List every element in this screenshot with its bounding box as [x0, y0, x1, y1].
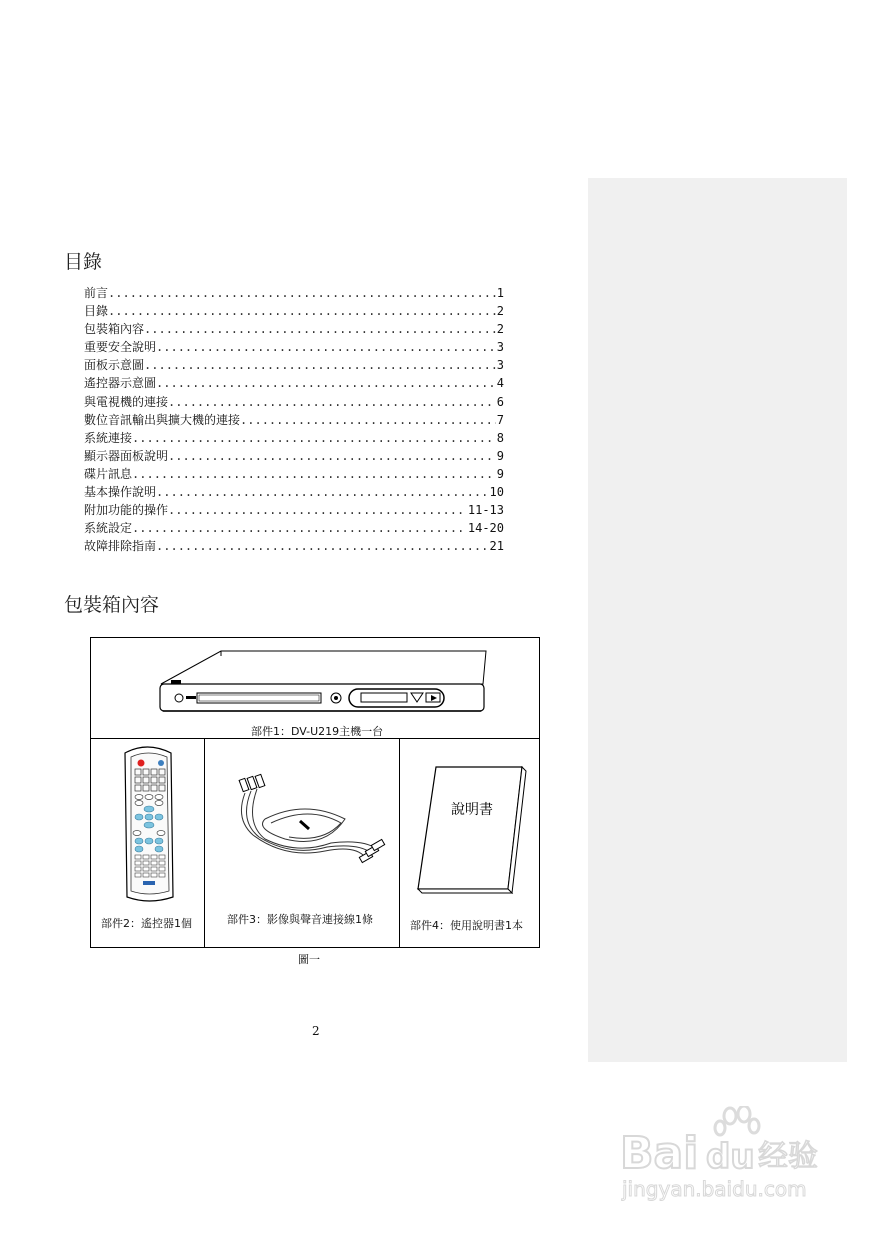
- toc-entry-page: 2: [496, 304, 504, 319]
- toc-entry-title: 面板示意圖: [84, 358, 145, 373]
- av-cable-cell: [205, 739, 400, 947]
- table-of-contents: [84, 284, 504, 555]
- toc-dot-leader: [168, 501, 467, 519]
- sidebar-panel: [588, 178, 847, 1062]
- baidu-watermark-logo: [618, 1106, 828, 1202]
- toc-entry: [84, 483, 504, 501]
- toc-entry: [84, 356, 504, 374]
- toc-entry-page: 14-20: [467, 521, 504, 536]
- toc-entry: [84, 501, 504, 519]
- toc-dot-leader: [240, 411, 496, 429]
- svg-text:du: du: [706, 1137, 755, 1177]
- toc-entry: [84, 374, 504, 392]
- toc-heading: 目錄: [64, 251, 103, 273]
- toc-entry-page: 3: [496, 340, 504, 355]
- toc-entry-page: 1: [496, 286, 504, 300]
- book-cover-text: 說明書: [451, 802, 493, 818]
- remote-control-cell: [91, 739, 205, 947]
- toc-entry: [84, 393, 504, 411]
- toc-entry: [84, 320, 504, 338]
- toc-entry-page: 6: [496, 394, 504, 409]
- toc-entry-page: 11-13: [467, 503, 504, 518]
- toc-entry: [84, 302, 504, 320]
- dvd-player-cell: [91, 638, 539, 739]
- toc-entry: [84, 465, 504, 483]
- remote-control-illustration: [91, 739, 205, 909]
- av-cable-illustration: [205, 739, 400, 909]
- toc-entry-page: 9: [496, 466, 504, 481]
- page-number: 2: [312, 1024, 320, 1038]
- toc-dot-leader: [156, 483, 489, 501]
- toc-dot-leader: [168, 393, 496, 411]
- toc-dot-leader: [132, 465, 496, 483]
- toc-entry-title: 顯示器面板說明: [84, 448, 169, 463]
- toc-dot-leader: [132, 429, 496, 447]
- toc-entry-title: 前言: [84, 286, 109, 300]
- watermark-url: jingyan.baidu.com: [622, 1177, 807, 1201]
- toc-entry-page: 21: [489, 539, 504, 554]
- part3-caption: 部件3：影像與聲音連接線1條: [227, 913, 373, 926]
- svg-text:Bai: Bai: [620, 1128, 699, 1179]
- toc-entry-page: 8: [496, 430, 504, 445]
- toc-entry-page: 9: [496, 448, 504, 463]
- manual-book-illustration: [400, 739, 539, 909]
- toc-entry-page: 2: [496, 322, 504, 337]
- toc-dot-leader: [144, 320, 496, 338]
- manual-cell: [400, 739, 539, 947]
- part2-caption: 部件2：遙控器1個: [101, 917, 192, 930]
- toc-dot-leader: [108, 284, 496, 302]
- toc-entry-title: 系統連接: [84, 430, 133, 445]
- toc-dot-leader: [144, 356, 496, 374]
- toc-entry-title: 附加功能的操作: [84, 503, 169, 518]
- toc-entry-title: 包裝箱內容: [84, 322, 145, 337]
- toc-entry-page: 4: [496, 376, 504, 391]
- toc-dot-leader: [156, 338, 496, 356]
- toc-entry: [84, 519, 504, 537]
- toc-dot-leader: [156, 537, 489, 555]
- figure-caption: 圖一: [298, 953, 320, 966]
- toc-entry: [84, 429, 504, 447]
- toc-entry: [84, 338, 504, 356]
- toc-entry-title: 基本操作說明: [84, 485, 157, 500]
- package-contents-figure: [90, 637, 540, 948]
- toc-entry-title: 故障排除指南: [84, 539, 157, 554]
- toc-entry-title: 碟片訊息: [84, 466, 133, 481]
- toc-entry-page: 7: [496, 412, 504, 427]
- toc-entry: [84, 537, 504, 555]
- part4-caption: 部件4：使用說明書1本: [410, 919, 523, 932]
- toc-dot-leader: [108, 302, 496, 320]
- package-heading: 包裝箱內容: [64, 594, 160, 616]
- toc-entry-title: 系統設定: [84, 521, 133, 536]
- toc-dot-leader: [168, 447, 496, 465]
- toc-entry-title: 與電視機的連接: [84, 394, 169, 409]
- part1-caption: 部件1：DV-U219主機一台: [251, 725, 384, 738]
- toc-entry: [84, 284, 504, 302]
- toc-entry-title: 數位音訊輸出與擴大機的連接: [84, 412, 241, 427]
- toc-entry: [84, 447, 504, 465]
- toc-entry-title: 目錄: [84, 304, 109, 319]
- toc-dot-leader: [156, 374, 496, 392]
- toc-entry: [84, 411, 504, 429]
- toc-dot-leader: [132, 519, 467, 537]
- toc-entry-title: 遙控器示意圖: [84, 376, 157, 391]
- toc-entry-page: 3: [496, 358, 504, 373]
- svg-text:经验: 经验: [758, 1139, 818, 1174]
- toc-entry-title: 重要安全說明: [84, 340, 157, 355]
- toc-entry-page: 10: [489, 485, 504, 500]
